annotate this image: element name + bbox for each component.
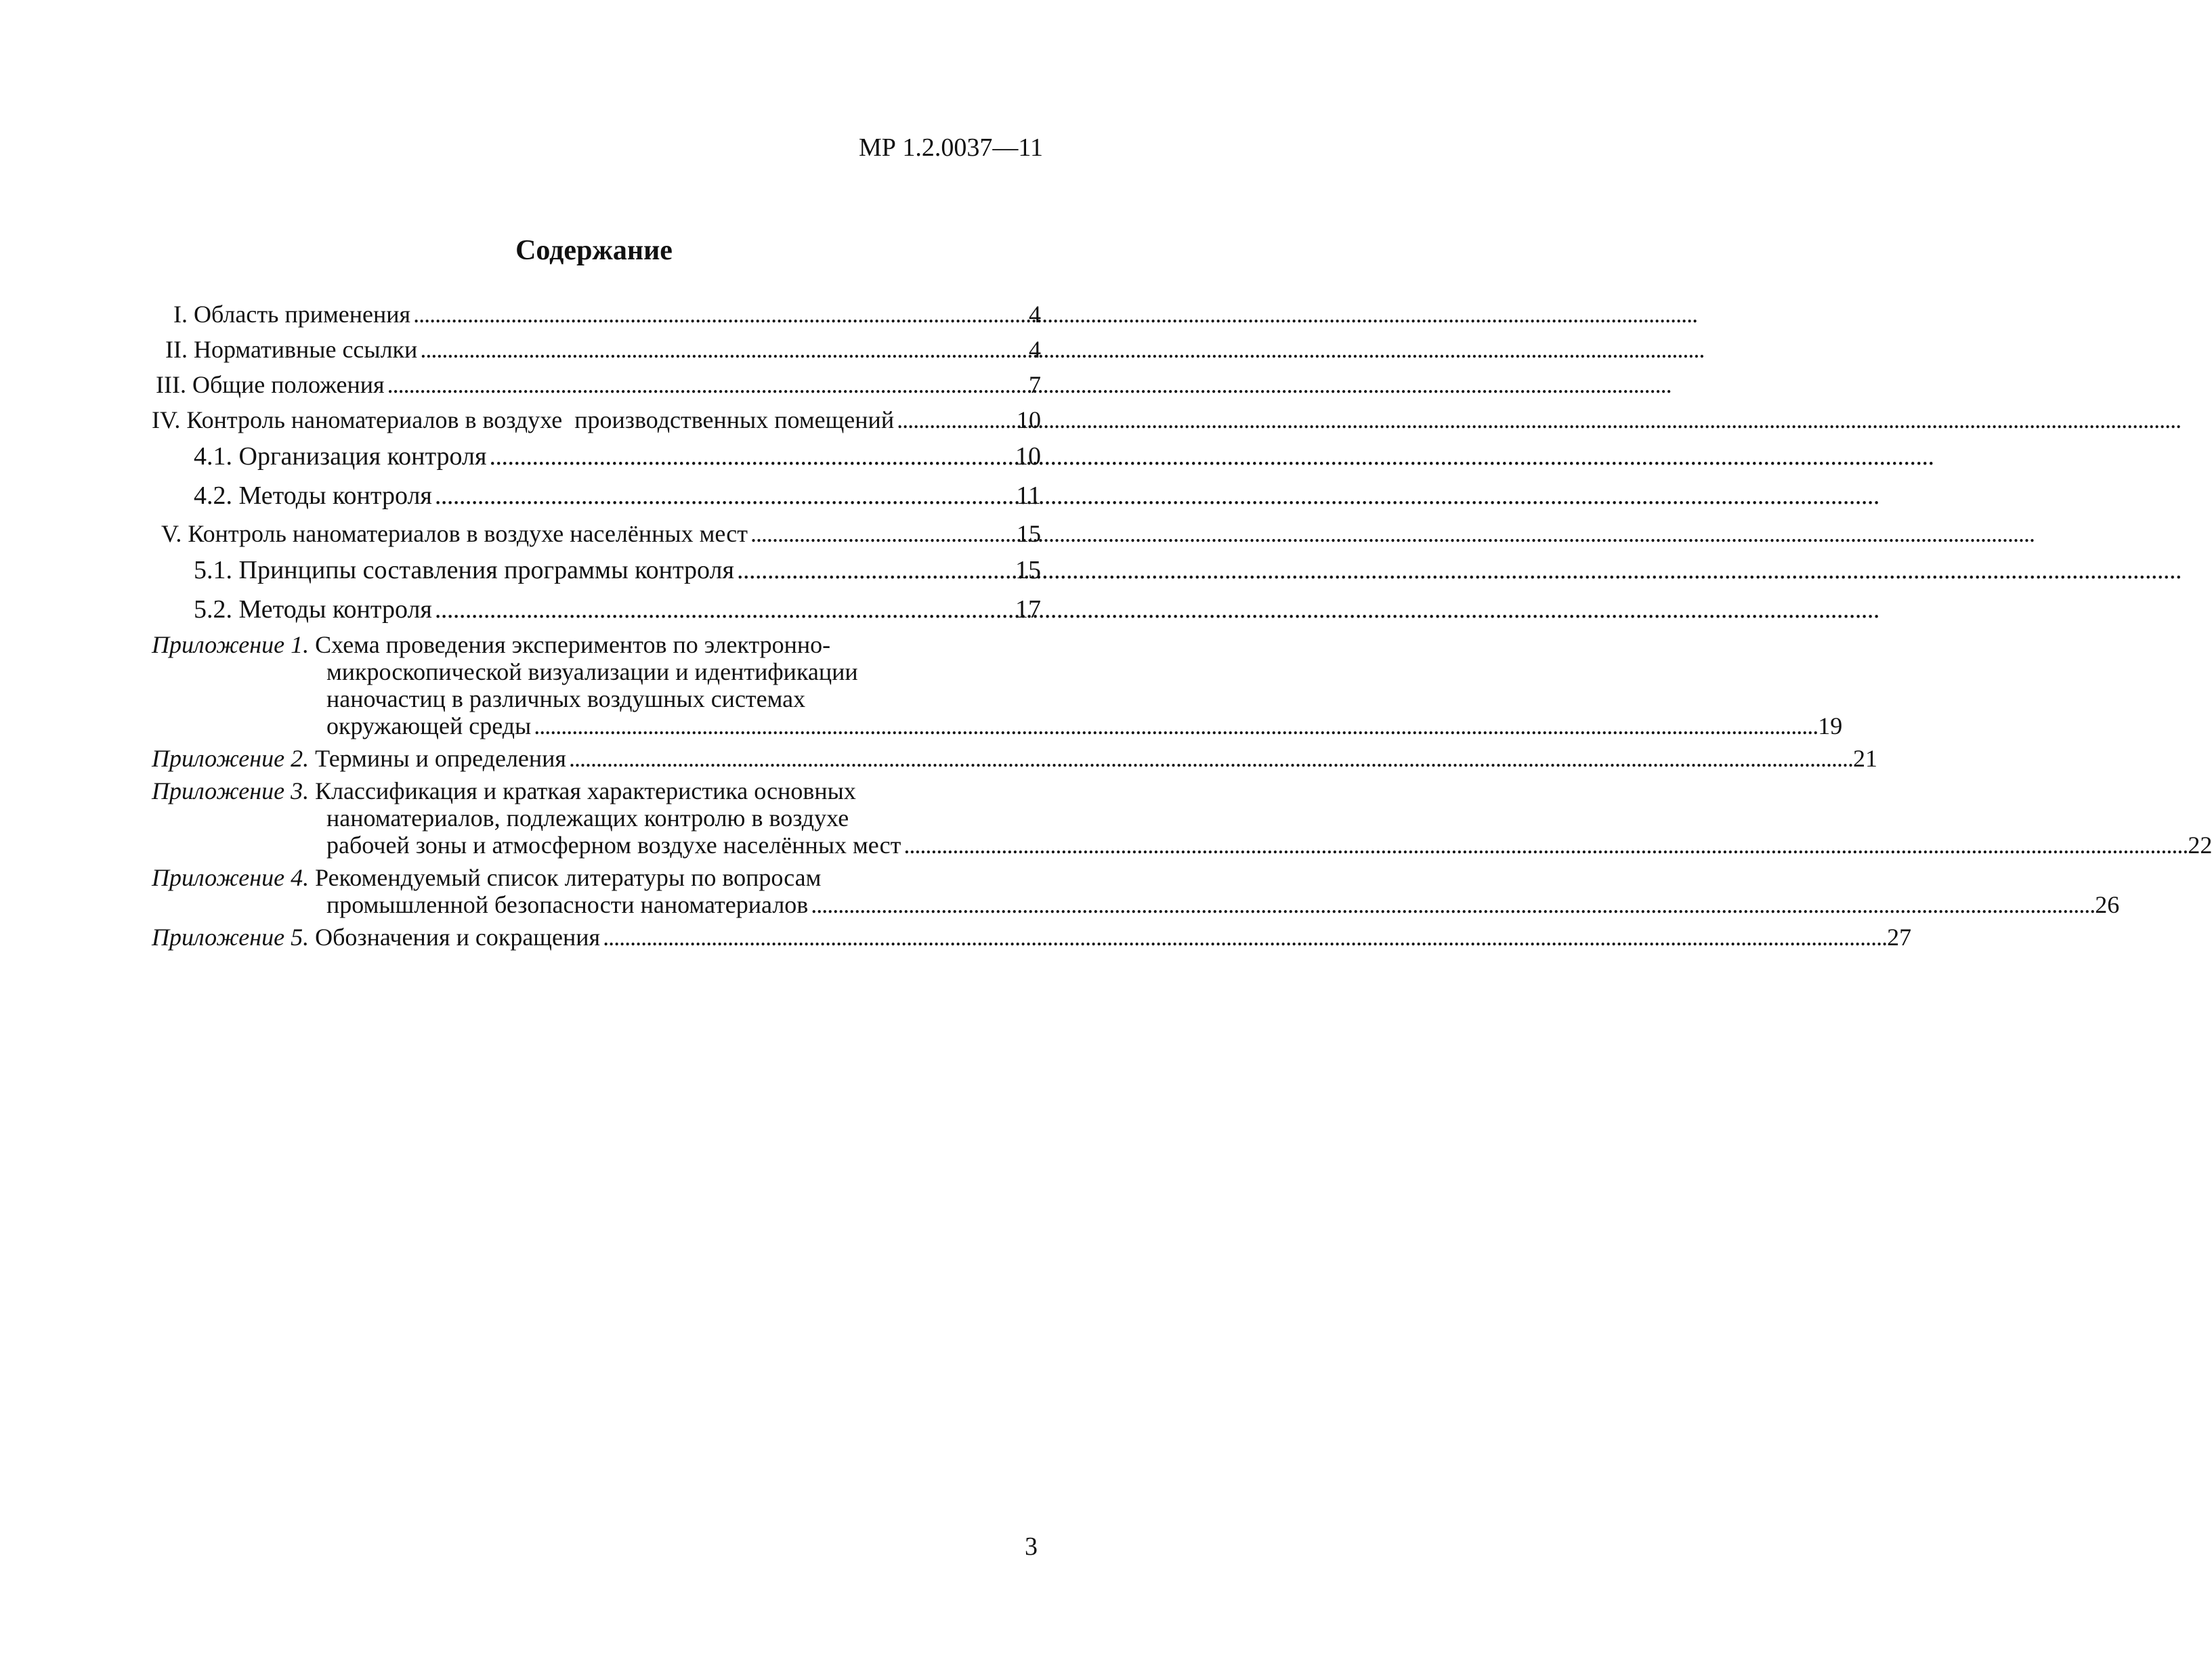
- toc-entry-page: 21: [1853, 745, 1877, 772]
- appendix-prefix: Приложение 3.: [152, 777, 310, 804]
- toc-entry-appendix-5[interactable]: [152, 924, 1912, 951]
- toc-entry-label: 5.1. Принципы составления программы контроля: [194, 556, 734, 584]
- toc-entry-section-4[interactable]: [152, 404, 1041, 436]
- toc-entry-section-1[interactable]: [152, 298, 1041, 330]
- appendix-prefix: Приложение 2.: [152, 745, 310, 772]
- toc-entry-label: 4.1. Организация контроля: [194, 442, 487, 471]
- toc-entry-label: [152, 924, 600, 951]
- toc-entry-page: 22: [2188, 832, 2212, 859]
- toc-entry-appendix-1[interactable]: [152, 631, 1843, 739]
- toc-entry-section-5-2[interactable]: [152, 592, 1041, 627]
- appendix-prefix: Приложение 5.: [152, 924, 310, 951]
- toc-entry-section-4-2[interactable]: [152, 478, 1041, 513]
- toc-entry-page: 7: [1029, 371, 1041, 398]
- toc-entry-section-4-1[interactable]: [152, 439, 1041, 474]
- toc-entry-label: IV. Контроль наноматериалов в воздухе производственных помещений: [152, 406, 895, 433]
- appendix-line: микроскопической визуализации и идентификации: [326, 658, 858, 685]
- toc-entry-page: 10: [1015, 442, 1041, 471]
- toc-entry-label: [152, 745, 566, 772]
- toc-entry-page: 11: [1016, 481, 1041, 510]
- appendix-line: окружающей среды: [326, 712, 532, 739]
- toc-entry-label: III. Общие положения: [156, 371, 385, 398]
- dot-leader: [534, 712, 1815, 739]
- toc-entry-page: 4: [1029, 301, 1041, 328]
- table-of-contents: [152, 298, 2212, 956]
- appendix-line: рабочей зоны и атмосферном воздухе населённых мест: [326, 832, 901, 859]
- toc-entry-section-2[interactable]: [152, 333, 1041, 366]
- appendix-line: Схема проведения экспериментов по электронно-: [315, 631, 831, 658]
- toc-entry-page: 26: [2095, 891, 2120, 918]
- dot-leader: [420, 333, 1026, 366]
- toc-entry-label: 4.2. Методы контроля: [194, 481, 432, 510]
- toc-entry-label: V. Контроль наноматериалов в воздухе населённых мест: [161, 520, 748, 547]
- toc-entry-section-3[interactable]: [152, 368, 1041, 401]
- appendix-line: Термины и определения: [315, 745, 566, 772]
- appendix-line: Рекомендуемый список литературы по вопросам: [315, 864, 822, 891]
- toc-entry-page: 27: [1887, 924, 1912, 951]
- page-title: Содержание: [515, 235, 673, 266]
- appendix-line: Обозначения и сокращения: [315, 924, 601, 951]
- toc-entry-label: II. Нормативные ссылки: [165, 336, 418, 363]
- dot-leader: [897, 404, 1014, 436]
- dot-leader: [737, 553, 1013, 588]
- toc-entry-section-5[interactable]: [152, 517, 1041, 550]
- toc-entry-label: 5.2. Методы контроля: [194, 595, 432, 624]
- toc-entry-page: 4: [1029, 336, 1041, 363]
- toc-entry-appendix-3[interactable]: [152, 777, 2212, 859]
- appendix-line: наноматериалов, подлежащих контролю в воздухе: [326, 804, 849, 832]
- toc-entry-page: 15: [1015, 556, 1041, 584]
- toc-entry-page: 17: [1015, 595, 1041, 624]
- dot-leader: [603, 924, 1884, 951]
- dot-leader: [413, 298, 1026, 330]
- document-code: МР 1.2.0037—11: [858, 133, 1043, 162]
- dot-leader: [435, 478, 1013, 513]
- toc-entry-section-5-1[interactable]: [152, 553, 1041, 588]
- dot-leader: [569, 745, 1850, 772]
- appendix-line: наночастиц в различных воздушных системах: [326, 685, 806, 712]
- appendix-prefix: Приложение 1.: [152, 631, 310, 658]
- toc-entry-appendix-4[interactable]: [152, 864, 2120, 918]
- dot-leader: [387, 368, 1026, 401]
- page-number: 3: [1025, 1532, 1038, 1561]
- appendix-line: Классификация и краткая характеристика основных: [315, 777, 856, 804]
- dot-leader: [750, 517, 1014, 550]
- dot-leader: [435, 592, 1013, 627]
- toc-entry-page: 15: [1017, 520, 1041, 547]
- toc-entry-page: 19: [1818, 712, 1843, 739]
- toc-entry-appendix-2[interactable]: [152, 745, 1877, 772]
- dot-leader: [903, 832, 2185, 859]
- dot-leader: [489, 439, 1013, 474]
- appendix-prefix: Приложение 4.: [152, 864, 310, 891]
- appendix-line: промышленной безопасности наноматериалов: [326, 891, 809, 918]
- toc-entry-label: I. Область применения: [173, 301, 411, 328]
- dot-leader: [811, 891, 2092, 918]
- toc-entry-page: 10: [1017, 406, 1041, 433]
